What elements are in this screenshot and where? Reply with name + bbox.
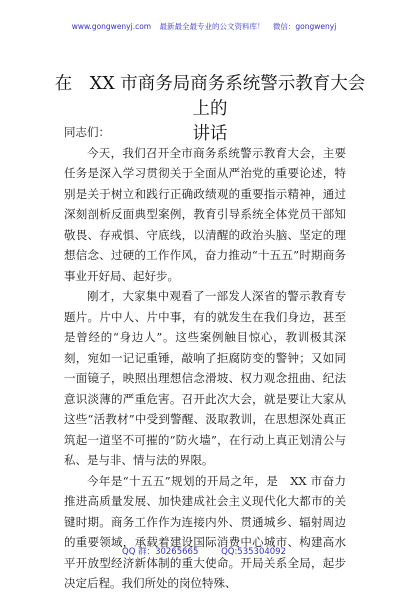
title-line-2: 讲话 [192, 124, 228, 144]
greeting: 同志们： [64, 125, 110, 139]
site-slogan: 最新最全最专业的公文资料库！ [159, 22, 265, 31]
title-line-1: 在 XX 市商务局商务系统警示教育大会上的 [54, 74, 366, 119]
paragraph-3: 今年是“十五五”规划的开局之年，是 XX 市奋力推进高质量发展、加快建成社会主义现代化大都市的关键时期。商务工作作为连接内外、贯通城乡、辐射周边的重要领域，承载着建设国际消费中心城市、构建高水平开放型经济新体制的重大使命。开局关系全局，起步决定后程。我们所处的岗位特殊、 [64, 473, 346, 590]
paragraph-1: 今天，我们召开全市商务系统警示教育大会，主要任务是深入学习贯彻关于全面从严治党的重要论述，特别是关于树立和践行正确政绩观的重要指示精神，通过深刻剖析反面典型案例，教育引导系统全体党员干部知敬畏、存戒惧、守底线，以清醒的政治头脑、坚定的理想信念、过硬的工作作风，奋力推动“十五五”时期商务事业开好局、起好步。 [64, 145, 346, 283]
wechat-id: 微信：gongwenyj [272, 22, 337, 31]
site-header [0, 21, 408, 32]
qq-contact: QQ:535304092 [221, 547, 286, 557]
document-body [64, 120, 346, 594]
qq-group: QQ 群：30265665 [122, 547, 199, 557]
website-link[interactable]: www.gongwenyj.com [71, 22, 152, 31]
paragraph-2: 刚才，大家集中观看了一部发人深省的警示教育专题片。片中人、片中事，有的就发生在我们身边，甚至是曾经的“身边人”。这些案例触目惊心，教训极其深刻，宛如一记记重锤，敲响了拒腐防变的警钟；又如同一面镜子，映照出理想信念滑坡、权力观念扭曲、纪法意识淡薄的严重危害。召开此次大会，就是要让大家从这些“活教材”中受到警醒、汲取教训，在思想深处真正筑起一道坚不可摧的“防火墙”，在行动上真正划清公与私、是与非、情与法的界限。 [64, 289, 346, 467]
page-footer [0, 545, 408, 557]
